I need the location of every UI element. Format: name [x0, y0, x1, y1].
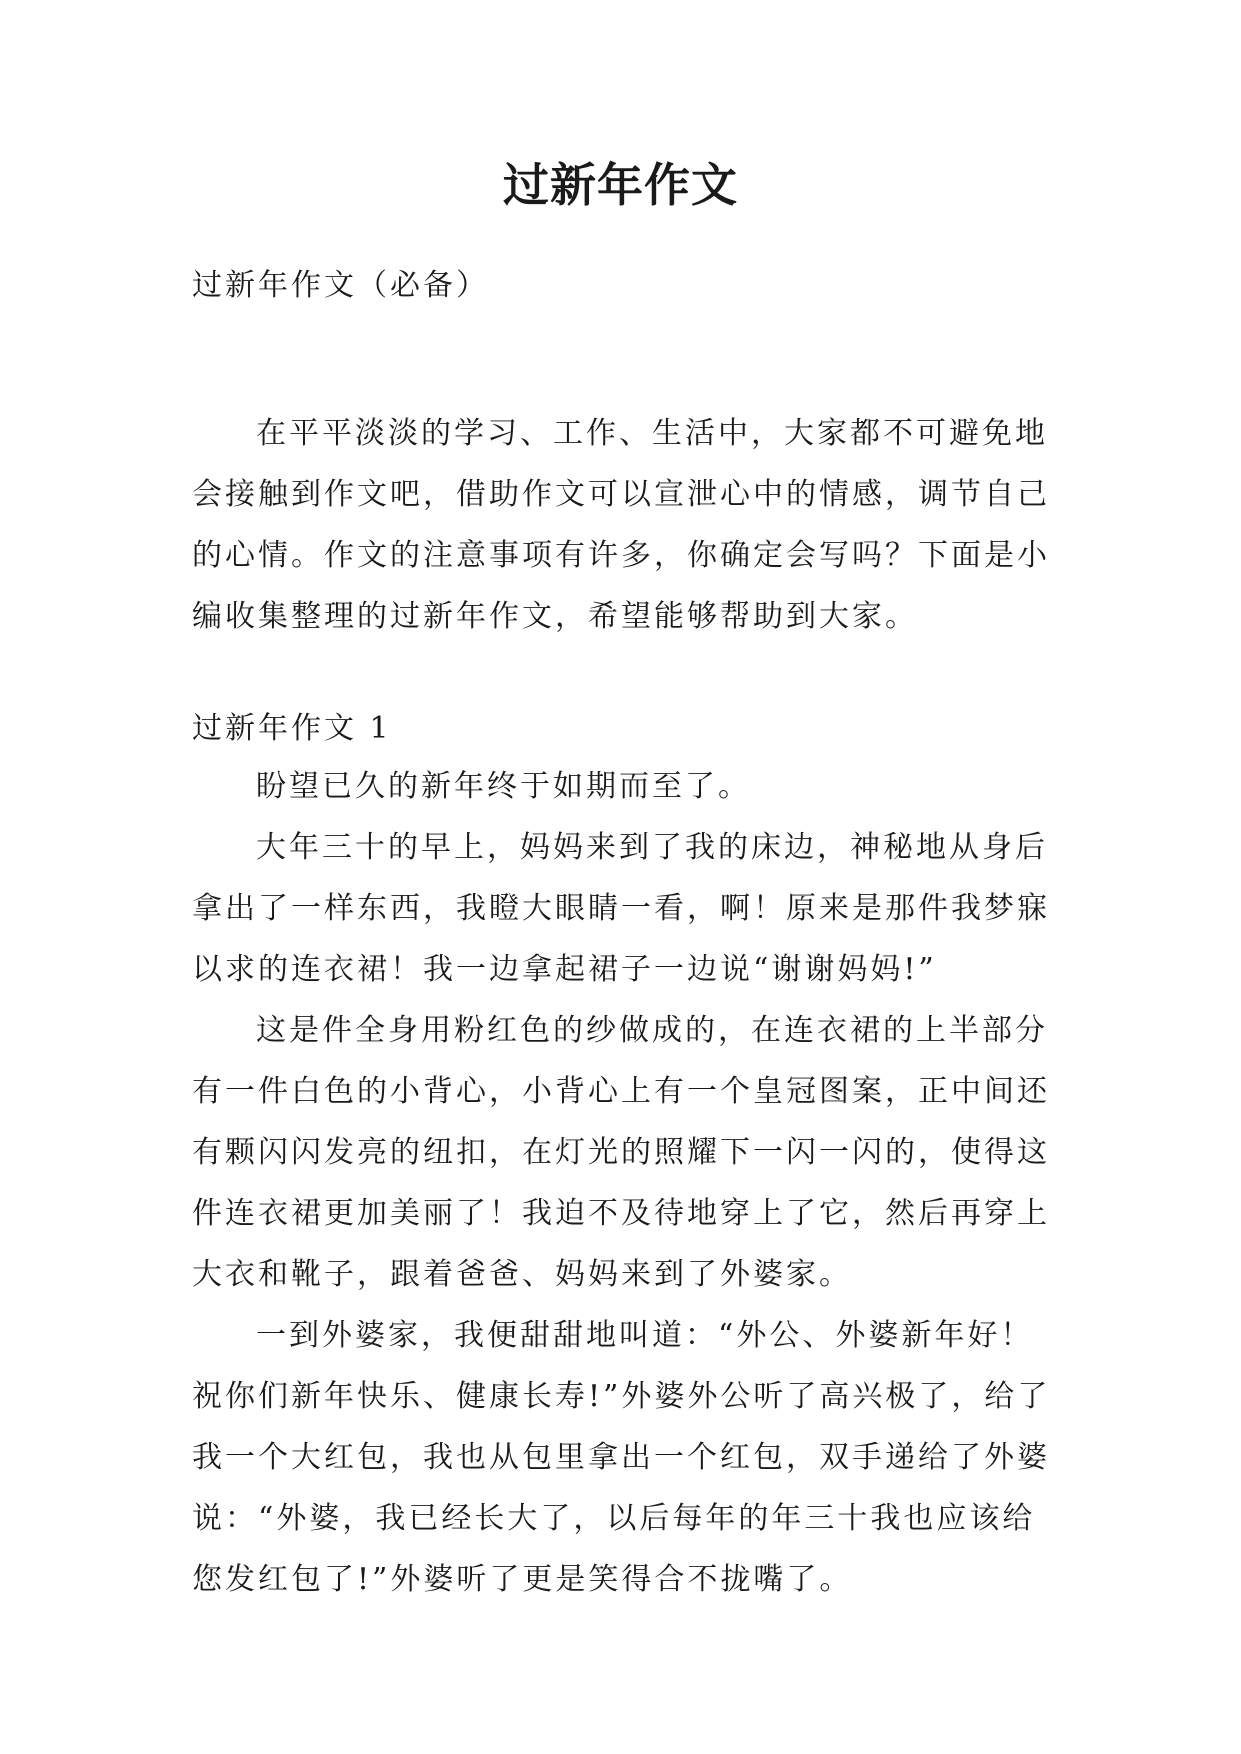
- essay-paragraph: 这是件全身用粉红色的纱做成的，在连衣裙的上半部分有一件白色的小背心，小背心上有一个皇冠图案，正中间还有颗闪闪发亮的纽扣，在灯光的照耀下一闪一闪的，使得这件连衣裙更加美丽了！我迫不及待地穿上了它，然后再穿上大衣和靴子，跟着爸爸、妈妈来到了外婆家。: [192, 1013, 1050, 1292]
- document-title: 过新年作文: [503, 158, 738, 212]
- section-heading: 过新年作文 1: [192, 711, 392, 746]
- essay-paragraph: 盼望已久的新年终于如期而至了。: [256, 769, 751, 804]
- essay-paragraph: 一到外婆家，我便甜甜地叫道：“外公、外婆新年好！祝你们新年快乐、健康长寿!”外婆外公听了高兴极了，给了我一个大红包，我也从包里拿出一个红包，双手递给了外婆说：“外婆，我已经长大了，以后每年的年三十我也应该给您发红包了!”外婆听了更是笑得合不拢嘴了。: [192, 1318, 1051, 1597]
- document-subtitle: 过新年作文（必备）: [192, 268, 489, 303]
- essay-body: [192, 756, 1054, 1610]
- intro-paragraph: 在平平淡淡的学习、工作、生活中，大家都不可避免地会接触到作文吧，借助作文可以宣泄心中的情感，调节自己的心情。作文的注意事项有许多，你确定会写吗？下面是小编收集整理的过新年作文，希望能够帮助到大家。: [192, 416, 1050, 634]
- essay-paragraph: 大年三十的早上，妈妈来到了我的床边，神秘地从身后拿出了一样东西，我瞪大眼睛一看，啊！原来是那件我梦寐以求的连衣裙！我一边拿起裙子一边说“谢谢妈妈!”: [192, 830, 1050, 987]
